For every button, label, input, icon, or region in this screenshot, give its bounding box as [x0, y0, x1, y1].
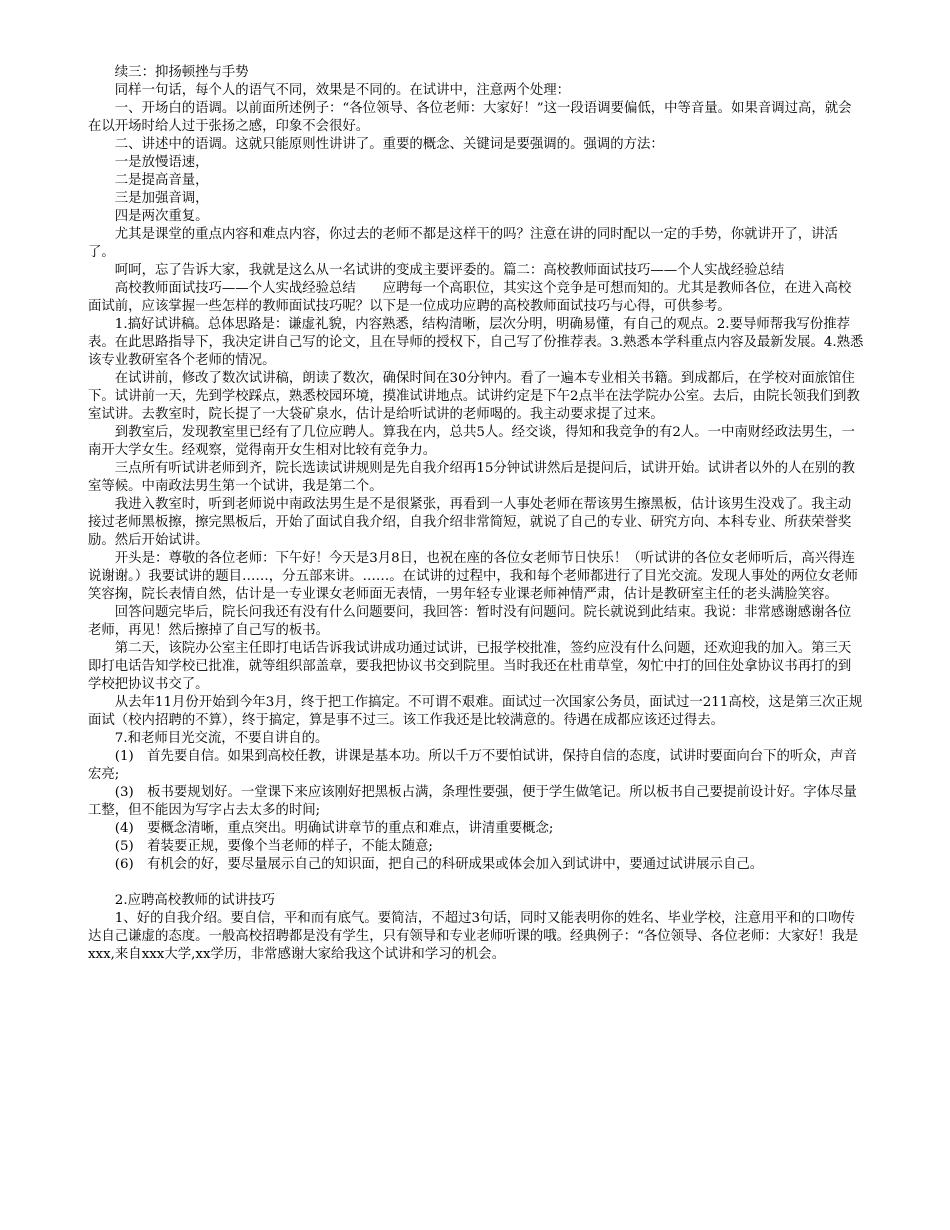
- paragraph: 到教室后，发现教室里已经有了几位应聘人。算我在内，总共5人。经交谈，得知和我竞争的有2人。一中南财经政法男生，一南开大学女生。经观察，觉得南开女生相对比较有竞争力。: [88, 425, 855, 458]
- list-item: 二是提高音量，: [114, 173, 209, 188]
- list-item: 一是放慢语速，: [114, 155, 209, 170]
- paragraph: 从去年11月份开始到今年3月，终于把工作搞定。不可谓不艰难。面试过一次国家公务员，面试过一211高校，这是第三次正规面试（校内招聘的不算），终于搞定，算是事不过三。该工作我还是比较满意的。待遇在成都应该还过得去。: [88, 695, 863, 728]
- paragraph: 一、开场白的语调。以前面所述例子：“各位领导、各位老师：大家好！”这一段语调要偏低，中等音量。如果音调过高，就会在以开场时给人过于张扬之感，印象不会很好。: [88, 101, 852, 134]
- paragraph: 我进入教室时，听到老师说中南政法男生是不是很紧张，再看到一人事处老师在帮该男生擦黑板，估计该男生没戏了。我主动接过老师黑板擦，擦完黑板后，开始了面试自我介绍，自我介绍非常简短，就说了自己的专业、研究方向、本科专业、所获荣誉奖励。然后开始试讲。: [88, 497, 852, 548]
- paragraph: 1.搞好试讲稿。总体思路是：谦虚礼貌，内容熟悉，结构清晰，层次分明，明确易懂，有自己的观点。2.要导师帮我写份推荐表。在此思路指导下，我决定讲自己写的论文，且在导师的授权下，自己写了份推荐表。3.熟悉本学科重点内容及最新发展。4.熟悉该专业教研室各个老师的情况。: [88, 317, 864, 368]
- document-page: [88, 64, 864, 964]
- paragraph: 在试讲前，修改了数次试讲稿，朗读了数次，确保时间在30分钟内。看了一遍本专业相关书籍。到成都后，在学校对面旅馆住下。试讲前一天，先到学校踩点，熟悉校园环境，摸准试讲地点。试讲约定是下午2点半在法学院办公室。去后，由院长领我们到教室试讲。去教室时，院长提了一大袋矿泉水，估计是给听试讲的老师喝的。我主动要求提了过来。: [88, 371, 860, 422]
- list-item: (3) 板书要规划好。一堂课下来应该刚好把黑板占满，条理性要强，便于学生做笔记。所以板书自己要提前设计好。字体尽量工整，但不能因为写字占去太多的时间;: [88, 785, 857, 818]
- paragraph: 呵呵，忘了告诉大家，我就是这么从一名试讲的变成主要评委的。篇二：高校教师面试技巧——个人实战经验总结: [114, 263, 785, 278]
- list-item: (4) 要概念清晰，重点突出。明确试讲章节的重点和难点，讲清重要概念;: [114, 821, 554, 836]
- list-item: (1) 首先要自信。如果到高校任教，讲课是基本功。所以千万不要怕试讲，保持自信的态度，试讲时要面向台下的听众，声音宏亮;: [88, 749, 857, 782]
- paragraph: 尤其是课堂的重点内容和难点内容，你过去的老师不都是这样干的吗？注意在讲的同时配以一定的手势，你就讲开了，讲活了。: [88, 227, 838, 260]
- paragraph: 同样一句话，每个人的语气不同，效果是不同的。在试讲中，注意两个处理：: [114, 83, 571, 98]
- paragraph: 三点所有听试讲老师到齐，院长选读试讲规则是先自我介绍再15分钟试讲然后是提问后，试讲开始。试讲者以外的人在别的教室等候。中南政法男生第一个试讲，我是第二个。: [88, 461, 855, 494]
- paragraph: 1、好的自我介绍。要自信，平和而有底气。要简洁，不超过3句话，同时又能表明你的姓名、毕业学校，注意用平和的口吻传达自己谦虚的态度。一般高校招聘都是没有学生，只有领导和专业老师听课的哦。经典例子：“各位领导、各位老师：大家好！我是xxx,来自xxx大学,xx学历，非常感谢大家给我这个试讲和学习的机会。: [88, 911, 859, 962]
- paragraph: 回答问题完毕后，院长问我还有没有什么问题要问，我回答：暂时没有问题问。院长就说到此结束。我说：非常感谢感谢各位老师，再见！然后擦掉了自己写的板书。: [88, 605, 852, 638]
- list-item: (6) 有机会的好，要尽量展示自己的知识面，把自己的科研成果或体会加入到试讲中，要通过试讲展示自己。: [114, 857, 764, 872]
- paragraph-spacer: [88, 874, 864, 892]
- paragraph: 7.和老师目光交流，不要自讲自的。: [114, 731, 329, 746]
- paragraph: 高校教师面试技巧——个人实战经验总结 应聘每一个高职位，其实这个竞争是可想而知的。尤其是教师各位，在进入高校面试前，应该掌握一些怎样的教师面试技巧呢？以下是一位成功应聘的高校教师面试技巧与心得，可供参考。: [88, 281, 852, 314]
- list-item: (5) 着装要正规，要像个当老师的样子，不能太随意;: [114, 839, 433, 854]
- section-heading: 2.应聘高校教师的试讲技巧: [114, 893, 275, 908]
- paragraph: 二、讲述中的语调。这就只能原则性讲讲了。重要的概念、关键词是要强调的。强调的方法：: [114, 137, 664, 152]
- paragraph: 第二天，该院办公室主任即打电话告诉我试讲成功通过试讲，已报学校批准，签约应没有什么问题，还欢迎我的加入。第三天即打电话告知学校已批准，就等组织部盖章，要我把协议书交到院里。当时我还在杜甫草堂，匆忙中打的回住处拿协议书再打的到学校把协议书交了。: [88, 641, 852, 692]
- list-item: 三是加强音调，: [114, 191, 209, 206]
- list-item: 四是两次重复。: [114, 209, 209, 224]
- section-heading: 续三：抑扬顿挫与手势: [114, 65, 249, 80]
- paragraph: 开头是：尊敬的各位老师：下午好！今天是3月8日，也祝在座的各位女老师节日快乐！（听试讲的各位女老师听后，高兴得连说谢谢。）我要试讲的题目……，分五部来讲。……。在试讲的过程中，我和每个老师都进行了目光交流。发现人事处的两位女老师笑容掬，院长表情自然，估计是一专业课女老师面无表情，一男年轻专业课老师神情严肃，估计是教研室主任的老头满脸笑容。: [88, 551, 858, 602]
